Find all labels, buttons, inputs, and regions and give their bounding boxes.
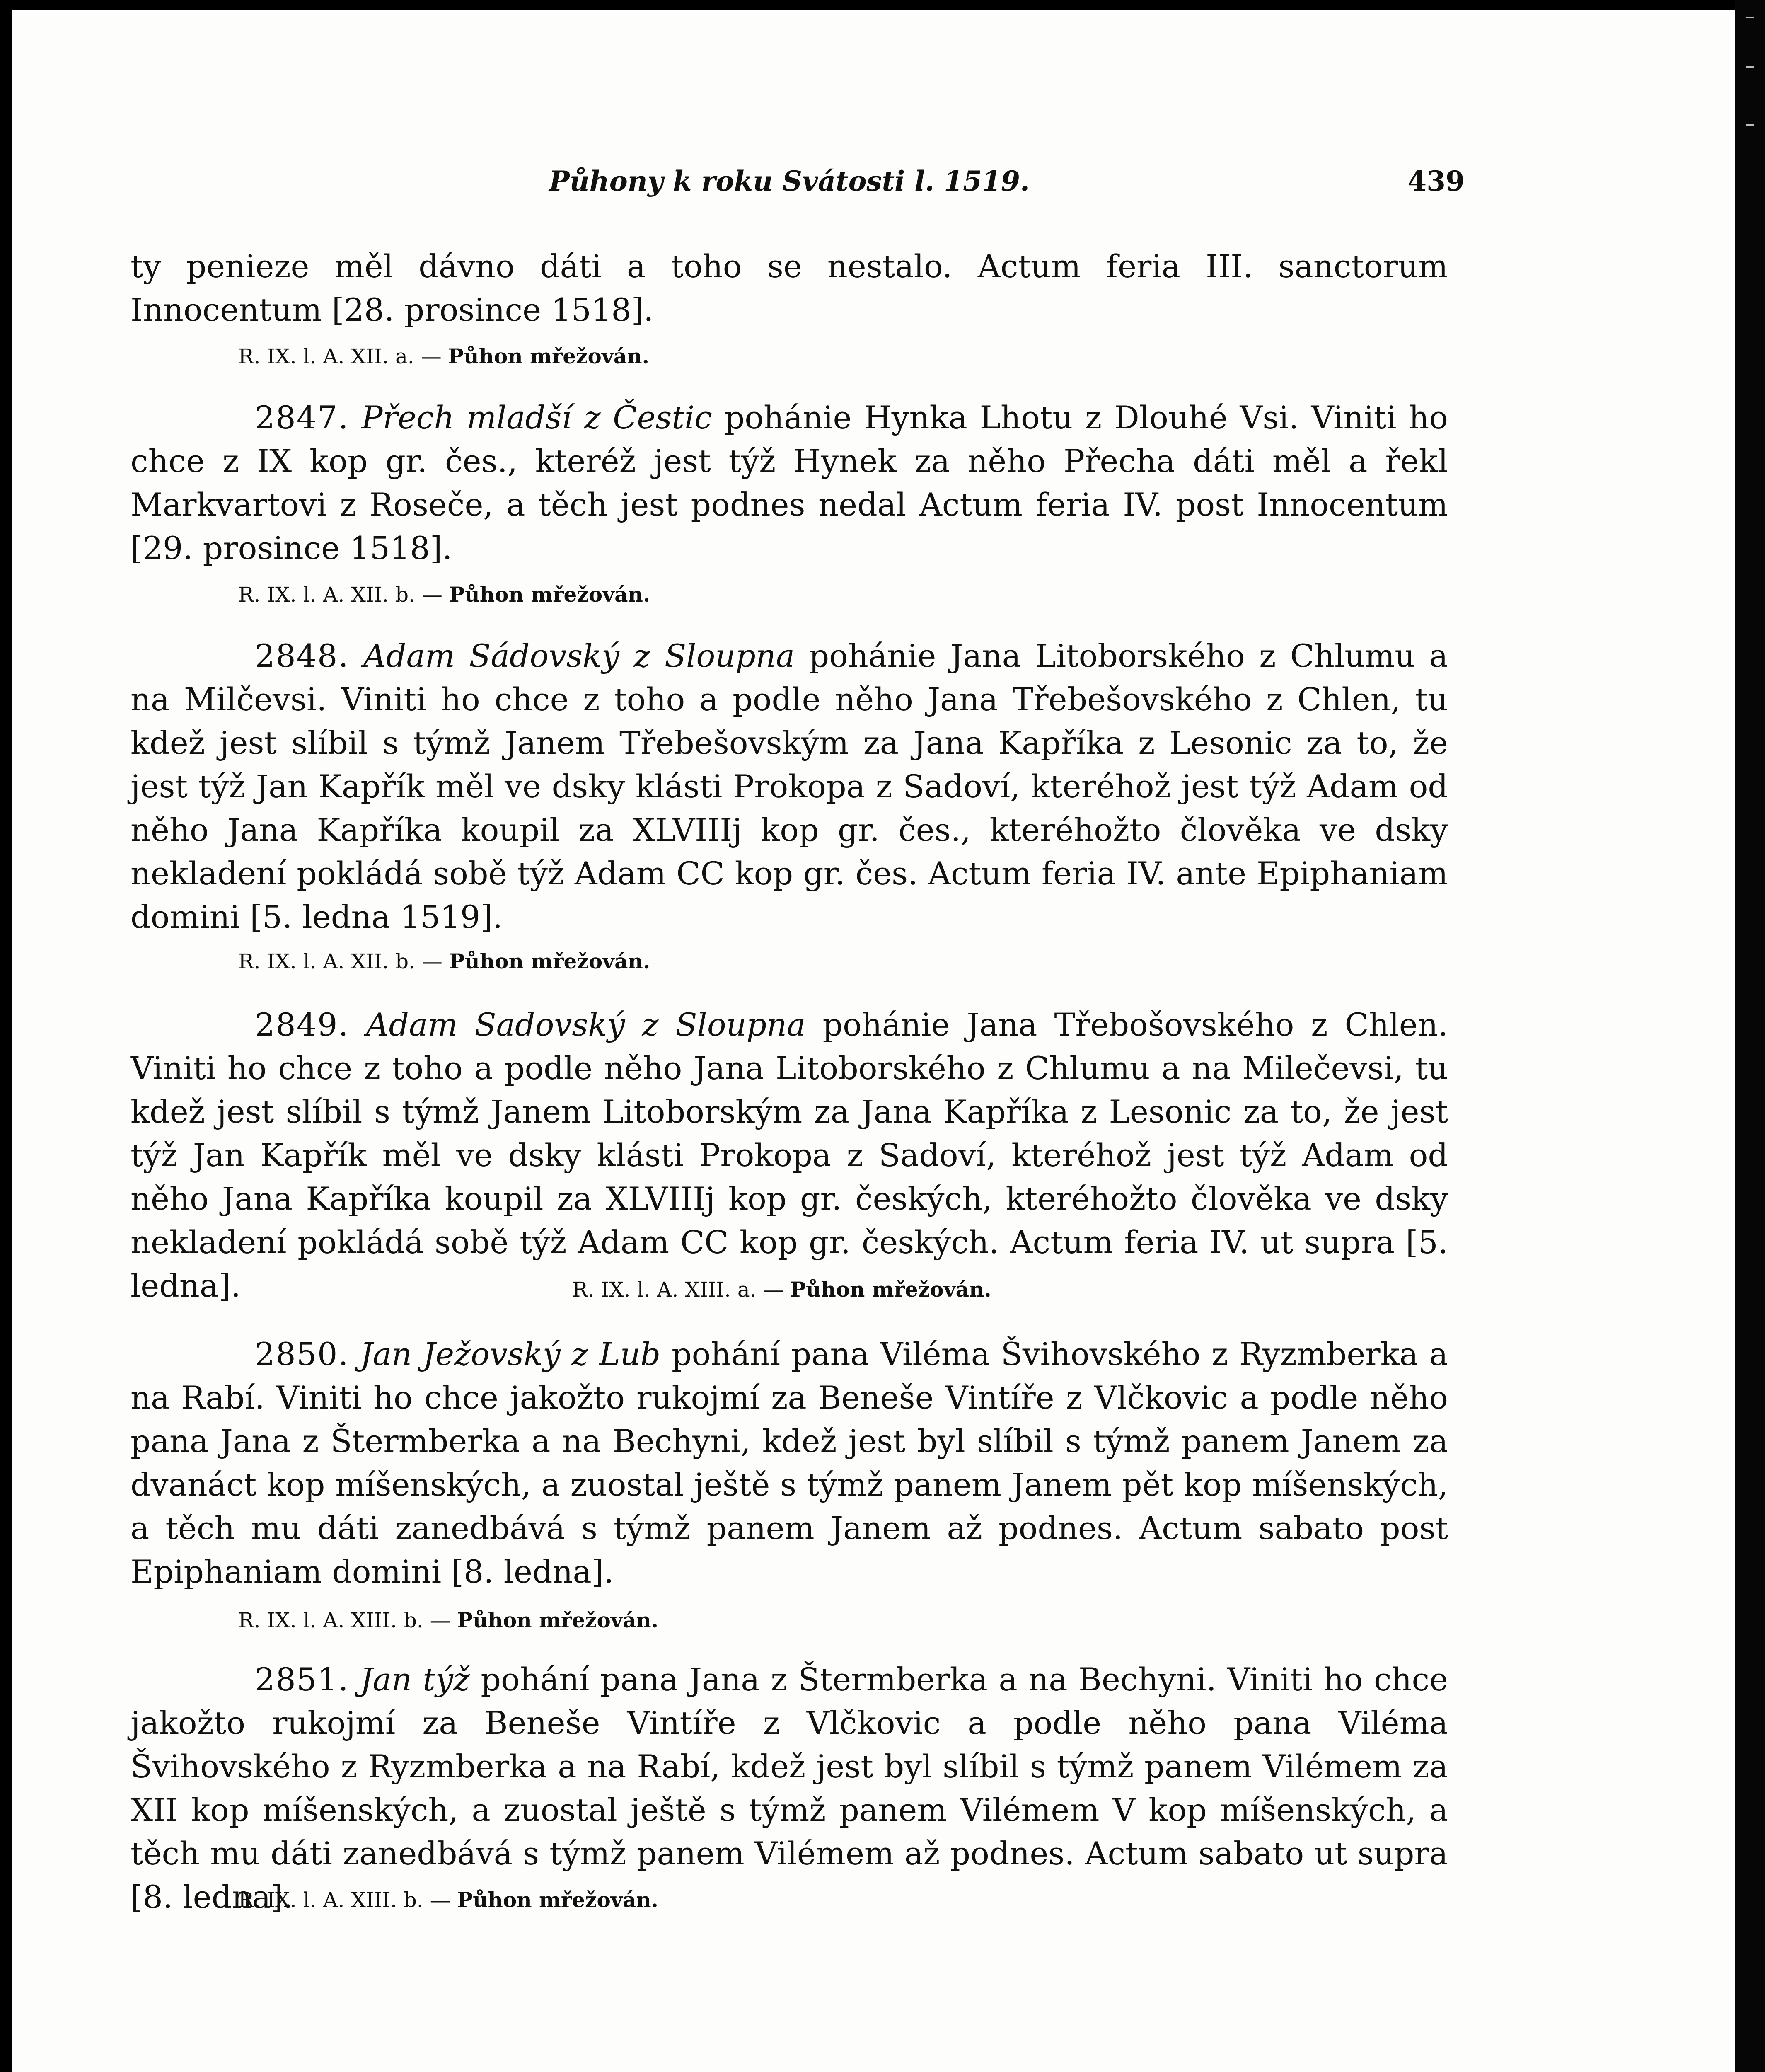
entry-name: Adam Sadovský z Sloupna bbox=[366, 1006, 806, 1043]
entry-2847 bbox=[131, 396, 1448, 570]
running-title: Půhony k roku Svátosti l. 1519. bbox=[549, 165, 1030, 197]
source-note bbox=[238, 1604, 658, 1637]
source-ref: R. IX. l. A. XII. a. — bbox=[238, 344, 442, 368]
source-label: Půhon mřežován. bbox=[448, 344, 650, 368]
source-ref: R. IX. l. A. XIII. b. — bbox=[238, 1608, 451, 1632]
source-ref: R. IX. l. A. XIII. a. — bbox=[572, 1278, 784, 1302]
entry-2851 bbox=[131, 1658, 1448, 1919]
source-note bbox=[238, 945, 650, 978]
source-note bbox=[238, 340, 649, 373]
source-note bbox=[238, 578, 650, 611]
intro-text: ty penieze měl dávno dáti a toho se nestalo. Actum feria III. sanctorum Innocentum [28. prosince 1518]. bbox=[131, 248, 1448, 328]
source-note bbox=[238, 1883, 658, 1917]
entry-text: pohánie Hynka Lhotu z Dlouhé Vsi. Viniti ho chce z IX kop gr. čes., kteréž jest týž Hynek za něho Přecha dáti měl a řekl Markvartovi z Roseče, a těch jest podnes nedal Actum feria IV. post Innocentum [29. prosince 1518]. bbox=[131, 399, 1448, 566]
entry-text: pohánie Jana Litoborského z Chlumu a na Milčevsi. Viniti ho chce z toho a podle něho Jana Třebešovského z Chlen, tu kdež jest slíbil s týmž Janem Třebešovským za Jana Kapříka z Lesonic za to, že jest týž Jan Kapřík měl ve dsky klásti Prokopa z Sadoví, kteréhož jest týž Adam od něho Jana Kapříka koupil za XLVIIIj kop gr. čes., kteréhožto člověka ve dsky nekladení pokládá sobě týž Adam CC kop gr. čes. Actum feria IV. ante Epiphaniam domini [5. ledna 1519]. bbox=[131, 637, 1448, 935]
scan-edge-mark bbox=[1746, 66, 1754, 68]
entry-number: 2848. bbox=[255, 637, 349, 674]
entry-number: 2850. bbox=[255, 1336, 349, 1372]
source-label: Půhon mřežován. bbox=[790, 1277, 991, 1302]
entry-name: Adam Sádovský z Sloupna bbox=[363, 637, 795, 674]
entry-2848 bbox=[131, 634, 1448, 939]
entry-name: Přech mladší z Čestic bbox=[361, 399, 712, 436]
entry-text: pohání pana Jana z Štermberka a na Bechyni. Viniti ho chce jakožto rukojmí za Beneše Vintíře z Vlčkovic a podle něho pana Viléma Švihovského z Ryzmberka a na Rabí, kdež jest byl slíbil s týmž panem Vilémem za XII kop míšenských, a zuostal ještě s týmž panem Vilémem V kop míšenských, a těch mu dáti zanedbává s týmž panem Vilémem až podnes. Actum sabato ut supra [8. ledna]. bbox=[131, 1661, 1448, 1915]
source-ref: R. IX. l. A. XII. b. — bbox=[238, 949, 442, 973]
source-ref: R. IX. l. A. XIII. b. — bbox=[238, 1888, 451, 1912]
scan-edge-mark bbox=[1746, 124, 1754, 126]
page-number: 439 bbox=[1407, 165, 1465, 197]
entry-text: pohánie Jana Třebošovského z Chlen. Viniti ho chce z toho a podle něho Jana Litoborského z Chlumu a na Milečevsi, tu kdež jest slíbil s týmž Janem Litoborským za Jana Kapříka z Lesonic za to, že jest týž Jan Kapřík měl ve dsky klásti Prokopa z Sadoví, kteréhož jest týž Adam od něho Jana Kapříka koupil za XLVIIIj kop gr. českých, kteréhožto člověka ve dsky nekladení pokládá sobě týž Adam CC kop gr. českých. Actum feria IV. ut supra [5. ledna]. bbox=[131, 1006, 1448, 1304]
entry-number: 2849. bbox=[255, 1006, 349, 1043]
entry-2849 bbox=[131, 1003, 1448, 1312]
running-head bbox=[131, 162, 1465, 200]
scan-edge bbox=[1735, 0, 1765, 2072]
entry-name: Jan týž bbox=[360, 1661, 470, 1698]
source-label: Půhon mřežován. bbox=[449, 582, 650, 607]
entry-text: pohání pana Viléma Švihovského z Ryzmberka a na Rabí. Viniti ho chce jakožto rukojmí za Beneše Vintíře z Vlčkovic a podle něho pana Jana z Štermberka a na Bechyni, kdež jest byl slíbil s týmž panem Janem za dvanáct kop míšenských, a zuostal ještě s týmž panem Janem pět kop míšenských, a těch mu dáti zanedbává s týmž panem Janem až podnes. Actum sabato post Epiphaniam domini [8. ledna]. bbox=[131, 1336, 1448, 1590]
entry-name: Jan Ježovský z Lub bbox=[360, 1336, 661, 1372]
source-note-inline bbox=[241, 1278, 991, 1302]
entry-number: 2847. bbox=[255, 399, 349, 436]
source-ref: R. IX. l. A. XII. b. — bbox=[238, 583, 442, 607]
scan-edge-mark bbox=[1746, 17, 1754, 18]
intro-paragraph bbox=[131, 244, 1448, 332]
source-label: Půhon mřežován. bbox=[449, 949, 650, 973]
entry-number: 2851. bbox=[255, 1661, 349, 1698]
source-label: Půhon mřežován. bbox=[457, 1608, 659, 1632]
entry-2850 bbox=[131, 1332, 1448, 1593]
source-label: Půhon mřežován. bbox=[457, 1888, 659, 1912]
